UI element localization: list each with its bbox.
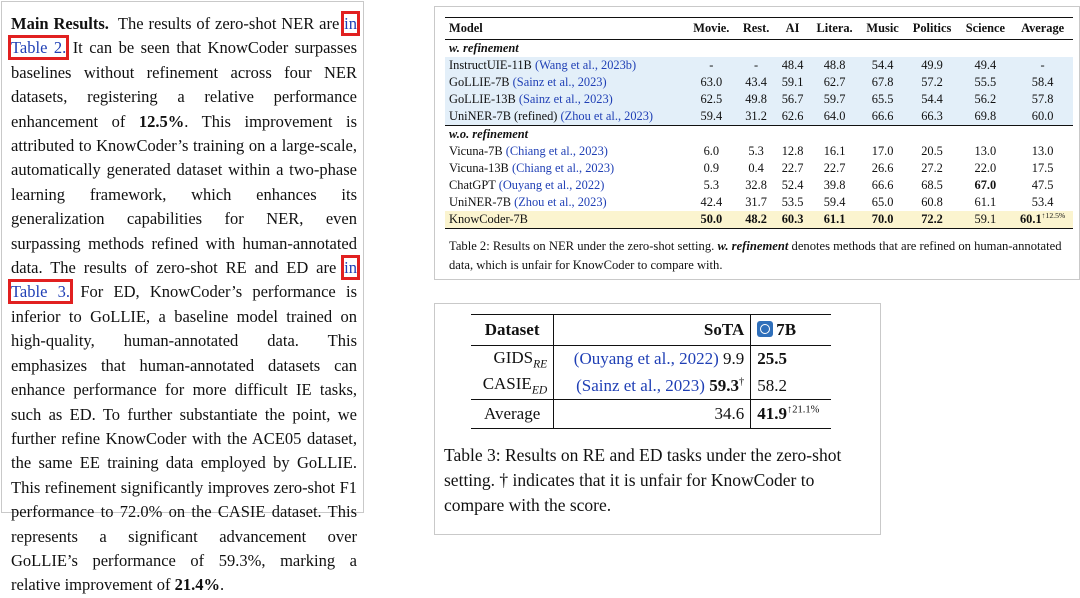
gain-superscript: ↑12.5% (1041, 210, 1066, 220)
table-row: ChatGPT (Ouyang et al., 2022) 5.3 32.8 52.4 39.8 66.6 68.5 67.0 47.5 (449, 178, 1054, 192)
citation-link[interactable]: (Chiang et al., 2023) (511, 161, 615, 175)
col-movie: Movie. (686, 18, 736, 40)
table-row: Vicuna-13B (Chiang et al., 2023) 0.9 0.4 22.7 22.7 26.6 27.2 22.0 17.5 (449, 161, 1054, 175)
citation-link[interactable]: (Zhou et al., 2023) (560, 109, 654, 123)
col-politics: Politics (906, 18, 959, 40)
table-row: Vicuna-7B (Chiang et al., 2023) 6.0 5.3 12.8 16.1 17.0 20.5 13.0 13.0 (449, 144, 1054, 158)
section-row: w.o. refinement (445, 126, 1073, 144)
citation-link[interactable]: (Ouyang et al., 2022) (498, 178, 605, 192)
citation-link[interactable]: (Ouyang et al., 2022) (573, 349, 719, 369)
gain-superscript: ↑21.1% (786, 404, 820, 416)
results-paragraph-panel (1, 1, 364, 595)
ner-results-table (445, 17, 1073, 229)
knowcoder-row: KnowCoder-7B 50.0 48.2 60.3 61.1 70.0 72.2 59.1 $60.1^{↑12.5\%}$ (445, 211, 1073, 229)
citation-link[interactable]: (Wang et al., 2023b) (534, 58, 637, 72)
table3-panel (434, 303, 881, 535)
col-music: Music (860, 18, 906, 40)
table-row: $GIDS_{RE}$ (Ouyang et al., 2022) 9.9 25.5 (471, 346, 831, 373)
table-row: GoLLIE-13B (Sainz et al., 2023) 62.5 49.8 56.7 59.7 65.5 54.4 56.2 57.8 (445, 91, 1073, 108)
citation-link[interactable]: (Sainz et al., 2023) (512, 75, 607, 89)
table3-reference-link[interactable]: in Table 3. (11, 258, 357, 302)
col-litera: Litera. (809, 18, 859, 40)
table-header-row (471, 315, 831, 346)
table2-reference-link[interactable]: in Table 2. (11, 14, 358, 58)
citation-link[interactable]: (Zhou et al., 2023) (514, 195, 607, 209)
table-row: GoLLIE-7B (Sainz et al., 2023) 63.0 43.4 59.1 62.7 67.8 57.2 55.5 58.4 (445, 74, 1073, 91)
knowcoder-logo-icon (757, 321, 773, 337)
table2-panel (434, 6, 1080, 280)
col-rest: Rest. (736, 18, 775, 40)
table-row: InstructUIE-11B (Wang et al., 2023b) - - 48.4 48.8 54.4 49.9 49.4 - (445, 57, 1073, 74)
results-paragraph: Main Results. The results of zero-shot NER are in Table 2. It can be seen that KnowCoder surpasses baselines without refinement across four NER datasets, registering a relative performance enhancement of 12.5%. This improvement is attributed to KnowCoder’s training on a large-scale, automatically generated dataset within a two-phase learning framework, which enhances its generalization capabilities for NER, even surpassing methods refined with human-annotated data. The results of zero-shot RE and ED are in Table 3. For ED, KnowCoder’s performance is inferior to GoLLIE, a baseline model trained on high-quality, human-annotated data. This emphasizes that human-annotated datasets can enhance performance for more difficult IE tasks, such as ED. To further substantiate the point, we further refine KnowCoder with the ACE05 dataset, the same EE training data employed by GoLLIE. This refinement significantly improves zero-shot F1 performance to 72.0% on the CASIE dataset. This represents a significant advancement over GoLLIE’s performance of 59.3%, marking a relative improvement of 21.4%. (11, 14, 358, 595)
col-model: Model (445, 18, 686, 40)
table2-caption: Table 2: Results on NER under the zero-shot setting. w. refinement denotes methods that are refined on human-annotated data, which is unfair for KnowCoder to compare with. (449, 239, 1062, 272)
section-row: w. refinement (449, 41, 519, 55)
col-knowcoder: 7B (751, 315, 831, 346)
table3-caption: Table 3: Results on RE and ED tasks under the zero-shot setting. † indicates that it is unfair for KnowCoder to compare with the score. (444, 444, 842, 515)
average-row: Average 34.6 $41.9^{↑21.1\%}$ (471, 399, 831, 428)
col-average: Average (1012, 18, 1073, 40)
col-dataset: Dataset (471, 315, 554, 346)
section-heading: Main Results. (11, 14, 109, 33)
col-sota: SoTA (554, 315, 751, 346)
ed-improvement: 21.4% (174, 575, 220, 595)
ner-gain: 12.5% (138, 111, 185, 131)
citation-link[interactable]: (Chiang et al., 2023) (505, 144, 608, 158)
table-header-row (445, 18, 1073, 40)
table-row: UniNER-7B (refined) (Zhou et al., 2023) 59.4 31.2 62.6 64.0 66.6 66.3 69.8 60.0 (445, 108, 1073, 126)
citation-link[interactable]: (Sainz et al., 2023) (518, 92, 613, 106)
re-ed-results-table (471, 314, 831, 429)
col-ai: AI (776, 18, 810, 40)
table-row: UniNER-7B (Zhou et al., 2023) 42.4 31.7 53.5 59.4 65.0 60.8 61.1 53.4 (449, 195, 1054, 209)
citation-link[interactable]: (Sainz et al., 2023) (576, 375, 705, 395)
col-science: Science (959, 18, 1013, 40)
table-row: $CASIE_{ED}$ (Sainz et al., 2023) 59.3† 58.2 (471, 372, 831, 399)
